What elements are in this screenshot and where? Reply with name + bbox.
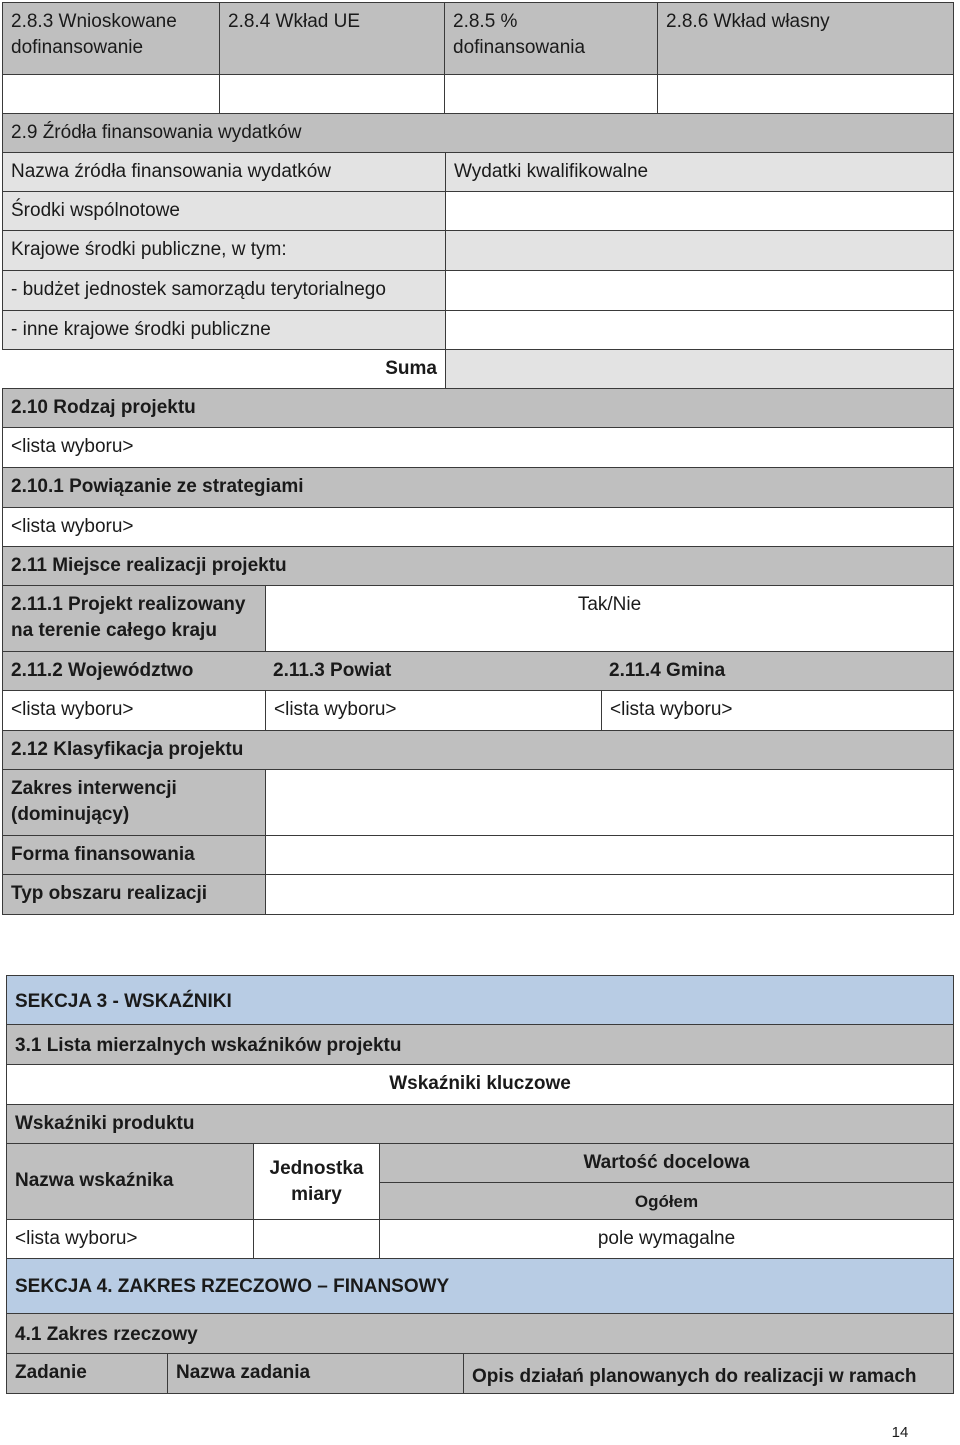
location-title: 2.11 Miejsce realizacji projektu — [2, 546, 954, 586]
county-select[interactable]: <lista wyboru> — [265, 690, 602, 731]
input-procent-dofinansowania[interactable] — [444, 74, 658, 114]
whole-country-label: 2.11.1 Projekt realizowany na terenie całego kraju — [2, 585, 266, 652]
financing-sum-label: Suma — [2, 349, 446, 389]
classification-label: Zakres interwencji (dominujący) — [2, 769, 266, 836]
target-value-header: Wartość docelowa — [379, 1143, 954, 1183]
financing-row-value — [445, 230, 954, 271]
task-name-header: Nazwa zadania — [167, 1353, 464, 1394]
classification-value[interactable] — [265, 769, 954, 836]
financing-row-label: Środki wspólnotowe — [2, 191, 446, 231]
total-value-field[interactable]: pole wymagalne — [379, 1219, 954, 1259]
section3-title: SEKCJA 3 - WSKAŹNIKI — [6, 975, 954, 1025]
header-wnioskowane-dofinansowanie: 2.8.3 Wnioskowane dofinansowanie — [2, 2, 220, 75]
financing-row-label: - inne krajowe środki publiczne — [2, 310, 446, 350]
total-header: Ogółem — [379, 1182, 954, 1220]
indicators-list-title: 3.1 Lista mierzalnych wskaźników projektu — [6, 1024, 954, 1065]
commune-label: 2.11.4 Gmina — [601, 651, 954, 691]
indicator-name-header: Nazwa wskaźnika — [6, 1143, 254, 1220]
material-scope-title: 4.1 Zakres rzeczowy — [6, 1313, 954, 1354]
financing-row-label: - budżet jednostek samorządu terytorialnego — [2, 270, 446, 311]
classification-title: 2.12 Klasyfikacja projektu — [2, 730, 954, 770]
classification-label: Forma finansowania — [2, 835, 266, 875]
financing-sum-value — [445, 349, 954, 389]
voivodeship-label: 2.11.2 Województwo — [2, 651, 266, 691]
task-header: Zadanie — [6, 1353, 168, 1394]
classification-label: Typ obszaru realizacji — [2, 874, 266, 915]
strategies-select[interactable]: <lista wyboru> — [2, 507, 954, 547]
header-wklad-wlasny: 2.8.6 Wkład własny — [657, 2, 954, 75]
unit-value[interactable] — [253, 1219, 380, 1259]
input-wklad-wlasny[interactable] — [657, 74, 954, 114]
key-indicators-header: Wskaźniki kluczowe — [6, 1064, 954, 1105]
project-type-select[interactable]: <lista wyboru> — [2, 427, 954, 468]
unit-header: Jednostka miary — [253, 1143, 380, 1220]
section4-title: SEKCJA 4. ZAKRES RZECZOWO – FINANSOWY — [6, 1258, 954, 1314]
header-procent-dofinansowania: 2.8.5 % dofinansowania — [444, 2, 658, 75]
product-indicators-header: Wskaźniki produktu — [6, 1104, 954, 1144]
whole-country-select[interactable]: Tak/Nie — [265, 585, 954, 652]
header-wklad-ue: 2.8.4 Wkład UE — [219, 2, 445, 75]
page-number: 14 — [891, 1424, 909, 1441]
financing-section-title: 2.9 Źródła finansowania wydatków — [2, 113, 954, 153]
project-type-title: 2.10 Rodzaj projektu — [2, 388, 954, 428]
voivodeship-select[interactable]: <lista wyboru> — [2, 690, 266, 731]
financing-row-value[interactable] — [445, 310, 954, 350]
input-wnioskowane-dofinansowanie[interactable] — [2, 74, 220, 114]
description-header: Opis działań planowanych do realizacji w ramach — [463, 1353, 954, 1394]
classification-value[interactable] — [265, 835, 954, 875]
commune-select[interactable]: <lista wyboru> — [601, 690, 954, 731]
indicator-select[interactable]: <lista wyboru> — [6, 1219, 254, 1259]
county-label: 2.11.3 Powiat — [265, 651, 602, 691]
financing-col-source: Nazwa źródła finansowania wydatków — [2, 152, 446, 192]
input-wklad-ue[interactable] — [219, 74, 445, 114]
financing-row-value[interactable] — [445, 270, 954, 311]
strategies-title: 2.10.1 Powiązanie ze strategiami — [2, 467, 954, 508]
financing-row-value[interactable] — [445, 191, 954, 231]
financing-col-eligible: Wydatki kwalifikowalne — [445, 152, 954, 192]
financing-row-label: Krajowe środki publiczne, w tym: — [2, 230, 446, 271]
classification-value[interactable] — [265, 874, 954, 915]
